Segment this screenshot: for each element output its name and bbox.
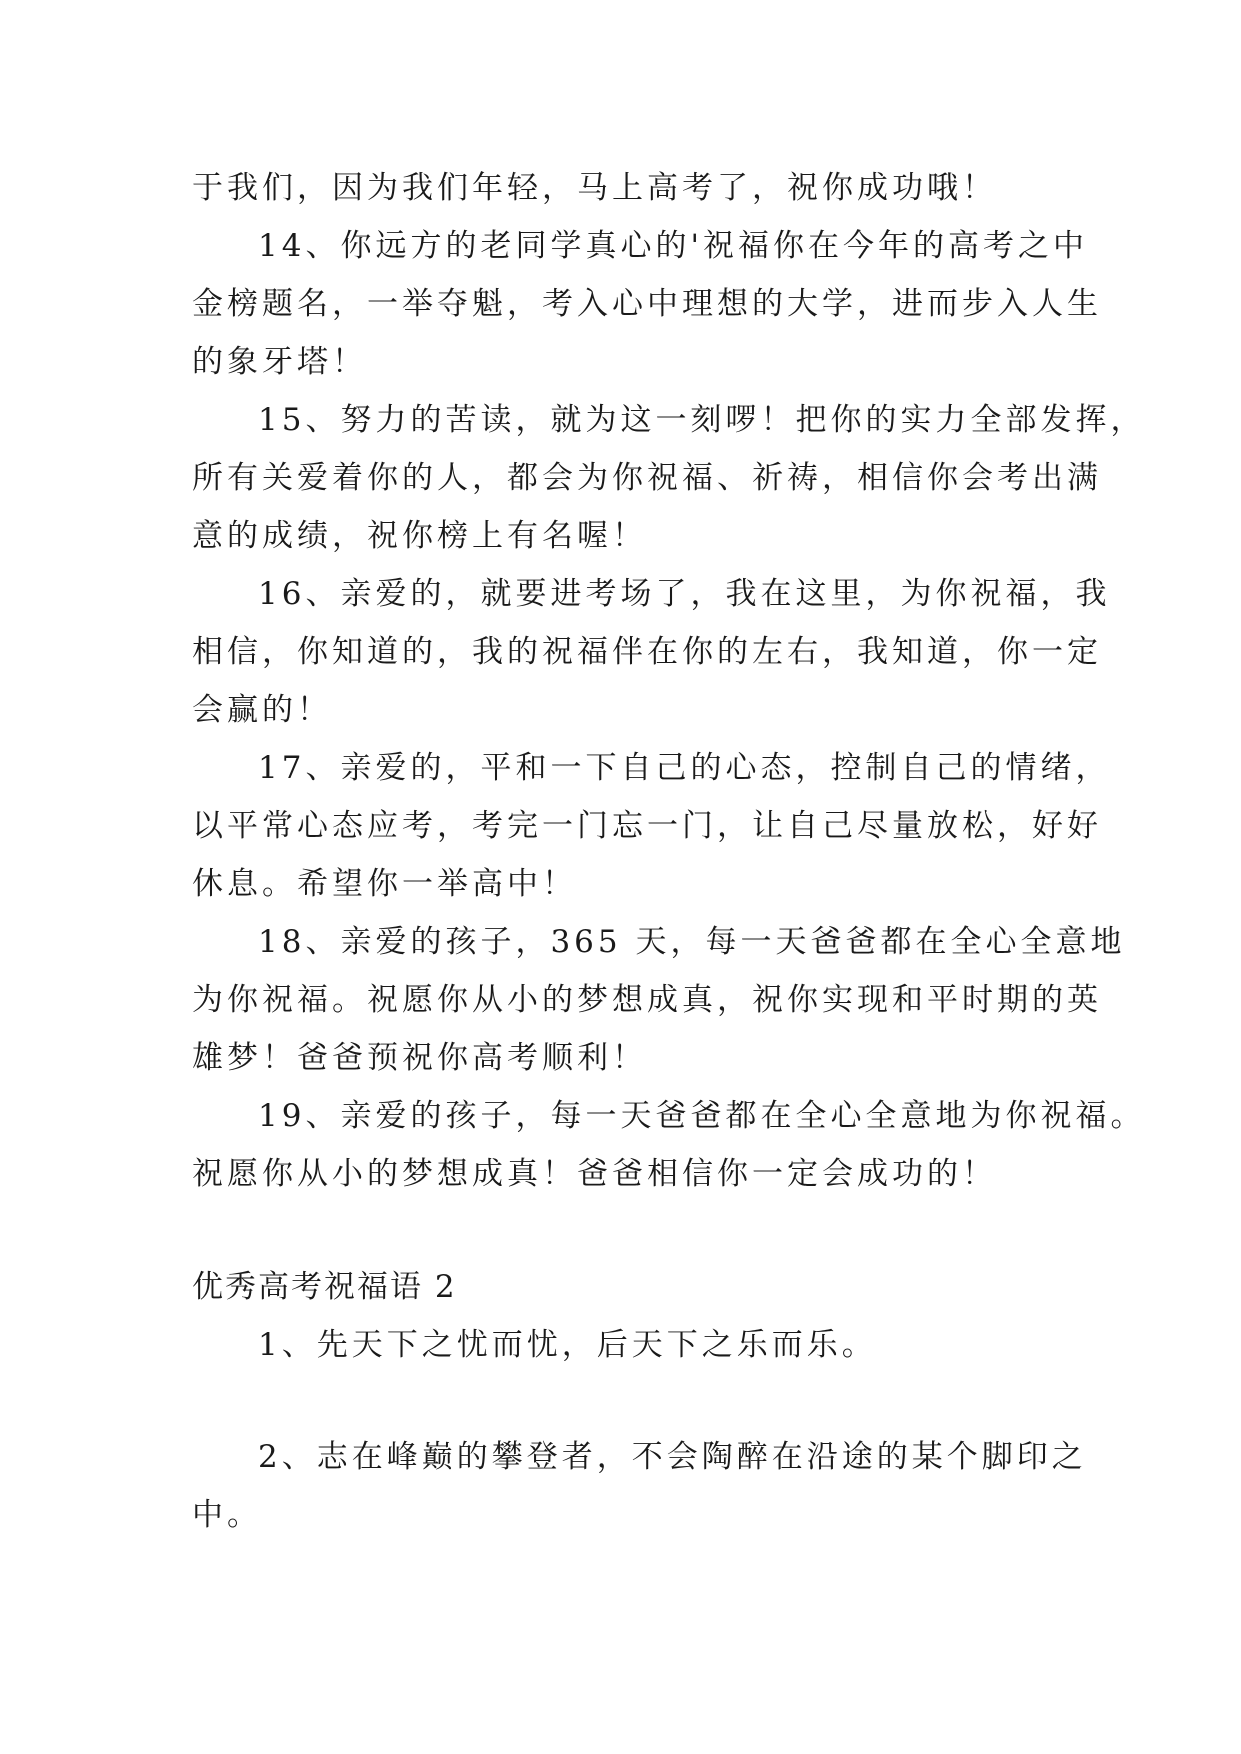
- text-line: 以平常心态应考，考完一门忘一门，让自己尽量放松，好好: [192, 808, 1102, 844]
- text-line: 休息。希望你一举高中！: [192, 866, 577, 902]
- text-line: 祝愿你从小的梦想成真！爸爸相信你一定会成功的！: [192, 1156, 997, 1192]
- paragraph-2-start: 2、志在峰巅的攀登者，不会陶醉在沿途的某个脚印之: [258, 1439, 1087, 1475]
- paragraph-16-start: 16、亲爱的，就要进考场了，我在这里，为你祝福，我: [258, 576, 1111, 612]
- text-line: 中。: [192, 1497, 262, 1533]
- section-heading: 优秀高考祝福语 2: [192, 1269, 457, 1305]
- text-line: 于我们，因为我们年轻，马上高考了，祝你成功哦！: [192, 170, 997, 206]
- paragraph-1-start: 1、先天下之忧而忧，后天下之乐而乐。: [258, 1327, 877, 1363]
- text-line: 所有关爱着你的人，都会为你祝福、祈祷，相信你会考出满: [192, 460, 1102, 496]
- text-line: 雄梦！爸爸预祝你高考顺利！: [192, 1040, 647, 1076]
- paragraph-18-start: 18、亲爱的孩子，365 天，每一天爸爸都在全心全意地: [258, 924, 1126, 960]
- text-line: 意的成绩，祝你榜上有名喔！: [192, 518, 647, 554]
- paragraph-15-start: 15、努力的苦读，就为这一刻啰！把你的实力全部发挥，: [258, 402, 1146, 438]
- paragraph-19-start: 19、亲爱的孩子，每一天爸爸都在全心全意地为你祝福。: [258, 1098, 1146, 1134]
- text-line: 为你祝福。祝愿你从小的梦想成真，祝你实现和平时期的英: [192, 982, 1102, 1018]
- text-line: 金榜题名，一举夺魁，考入心中理想的大学，进而步入人生: [192, 286, 1102, 322]
- paragraph-14-start: 14、你远方的老同学真心的'祝福你在今年的高考之中: [258, 228, 1088, 264]
- text-line: 会赢的！: [192, 692, 332, 728]
- paragraph-17-start: 17、亲爱的，平和一下自己的心态，控制自己的情绪，: [258, 750, 1111, 786]
- text-line: 的象牙塔！: [192, 344, 367, 380]
- text-line: 相信，你知道的，我的祝福伴在你的左右，我知道，你一定: [192, 634, 1102, 670]
